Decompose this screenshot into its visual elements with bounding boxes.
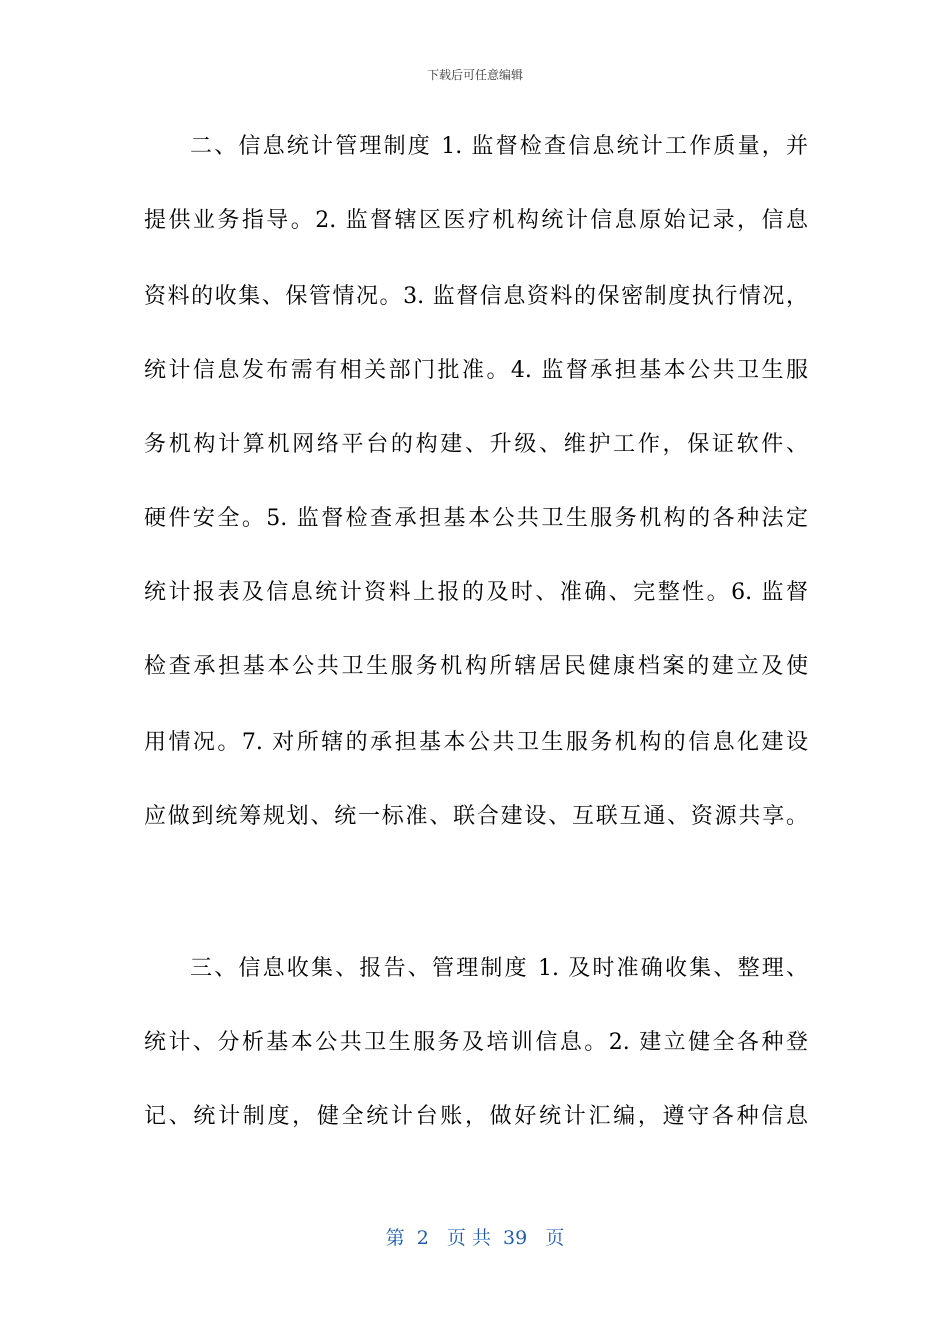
- text-line: 统计、分析基本公共卫生服务及培训信息。2. 建立健全各种登: [144, 1030, 808, 1055]
- text-line: 应做到统筹规划、统一标准、联合建设、互联互通、资源共享。: [144, 804, 808, 829]
- text-line: 检查承担基本公共卫生服务机构所辖居民健康档案的建立及使: [144, 654, 808, 679]
- text-line: 二、信息统计管理制度 1. 监督检查信息统计工作质量，并: [190, 134, 808, 159]
- text-line: 务机构计算机网络平台的构建、升级、维护工作，保证软件、: [144, 432, 808, 457]
- text-line: 统计报表及信息统计资料上报的及时、准确、完整性。6. 监督: [144, 580, 808, 605]
- text-line: 统计信息发布需有相关部门批准。4. 监督承担基本公共卫生服: [144, 358, 808, 383]
- download-note: 下载后可任意编辑: [426, 68, 523, 82]
- text-line: 硬件安全。5. 监督检查承担基本公共卫生服务机构的各种法定: [144, 506, 808, 531]
- text-line: 提供业务指导。2. 监督辖区医疗机构统计信息原始记录，信息: [144, 208, 808, 233]
- text-line: 资料的收集、保管情况。3. 监督信息资料的保密制度执行情况，: [144, 284, 808, 309]
- text-line: 三、信息收集、报告、管理制度 1. 及时准确收集、整理、: [190, 956, 808, 981]
- page-number-footer: 第 2 页 共 39 页: [385, 1227, 565, 1249]
- text-line: 记、统计制度，健全统计台账，做好统计汇编，遵守各种信息: [144, 1104, 808, 1129]
- text-line: 用情况。7. 对所辖的承担基本公共卫生服务机构的信息化建设: [144, 730, 808, 755]
